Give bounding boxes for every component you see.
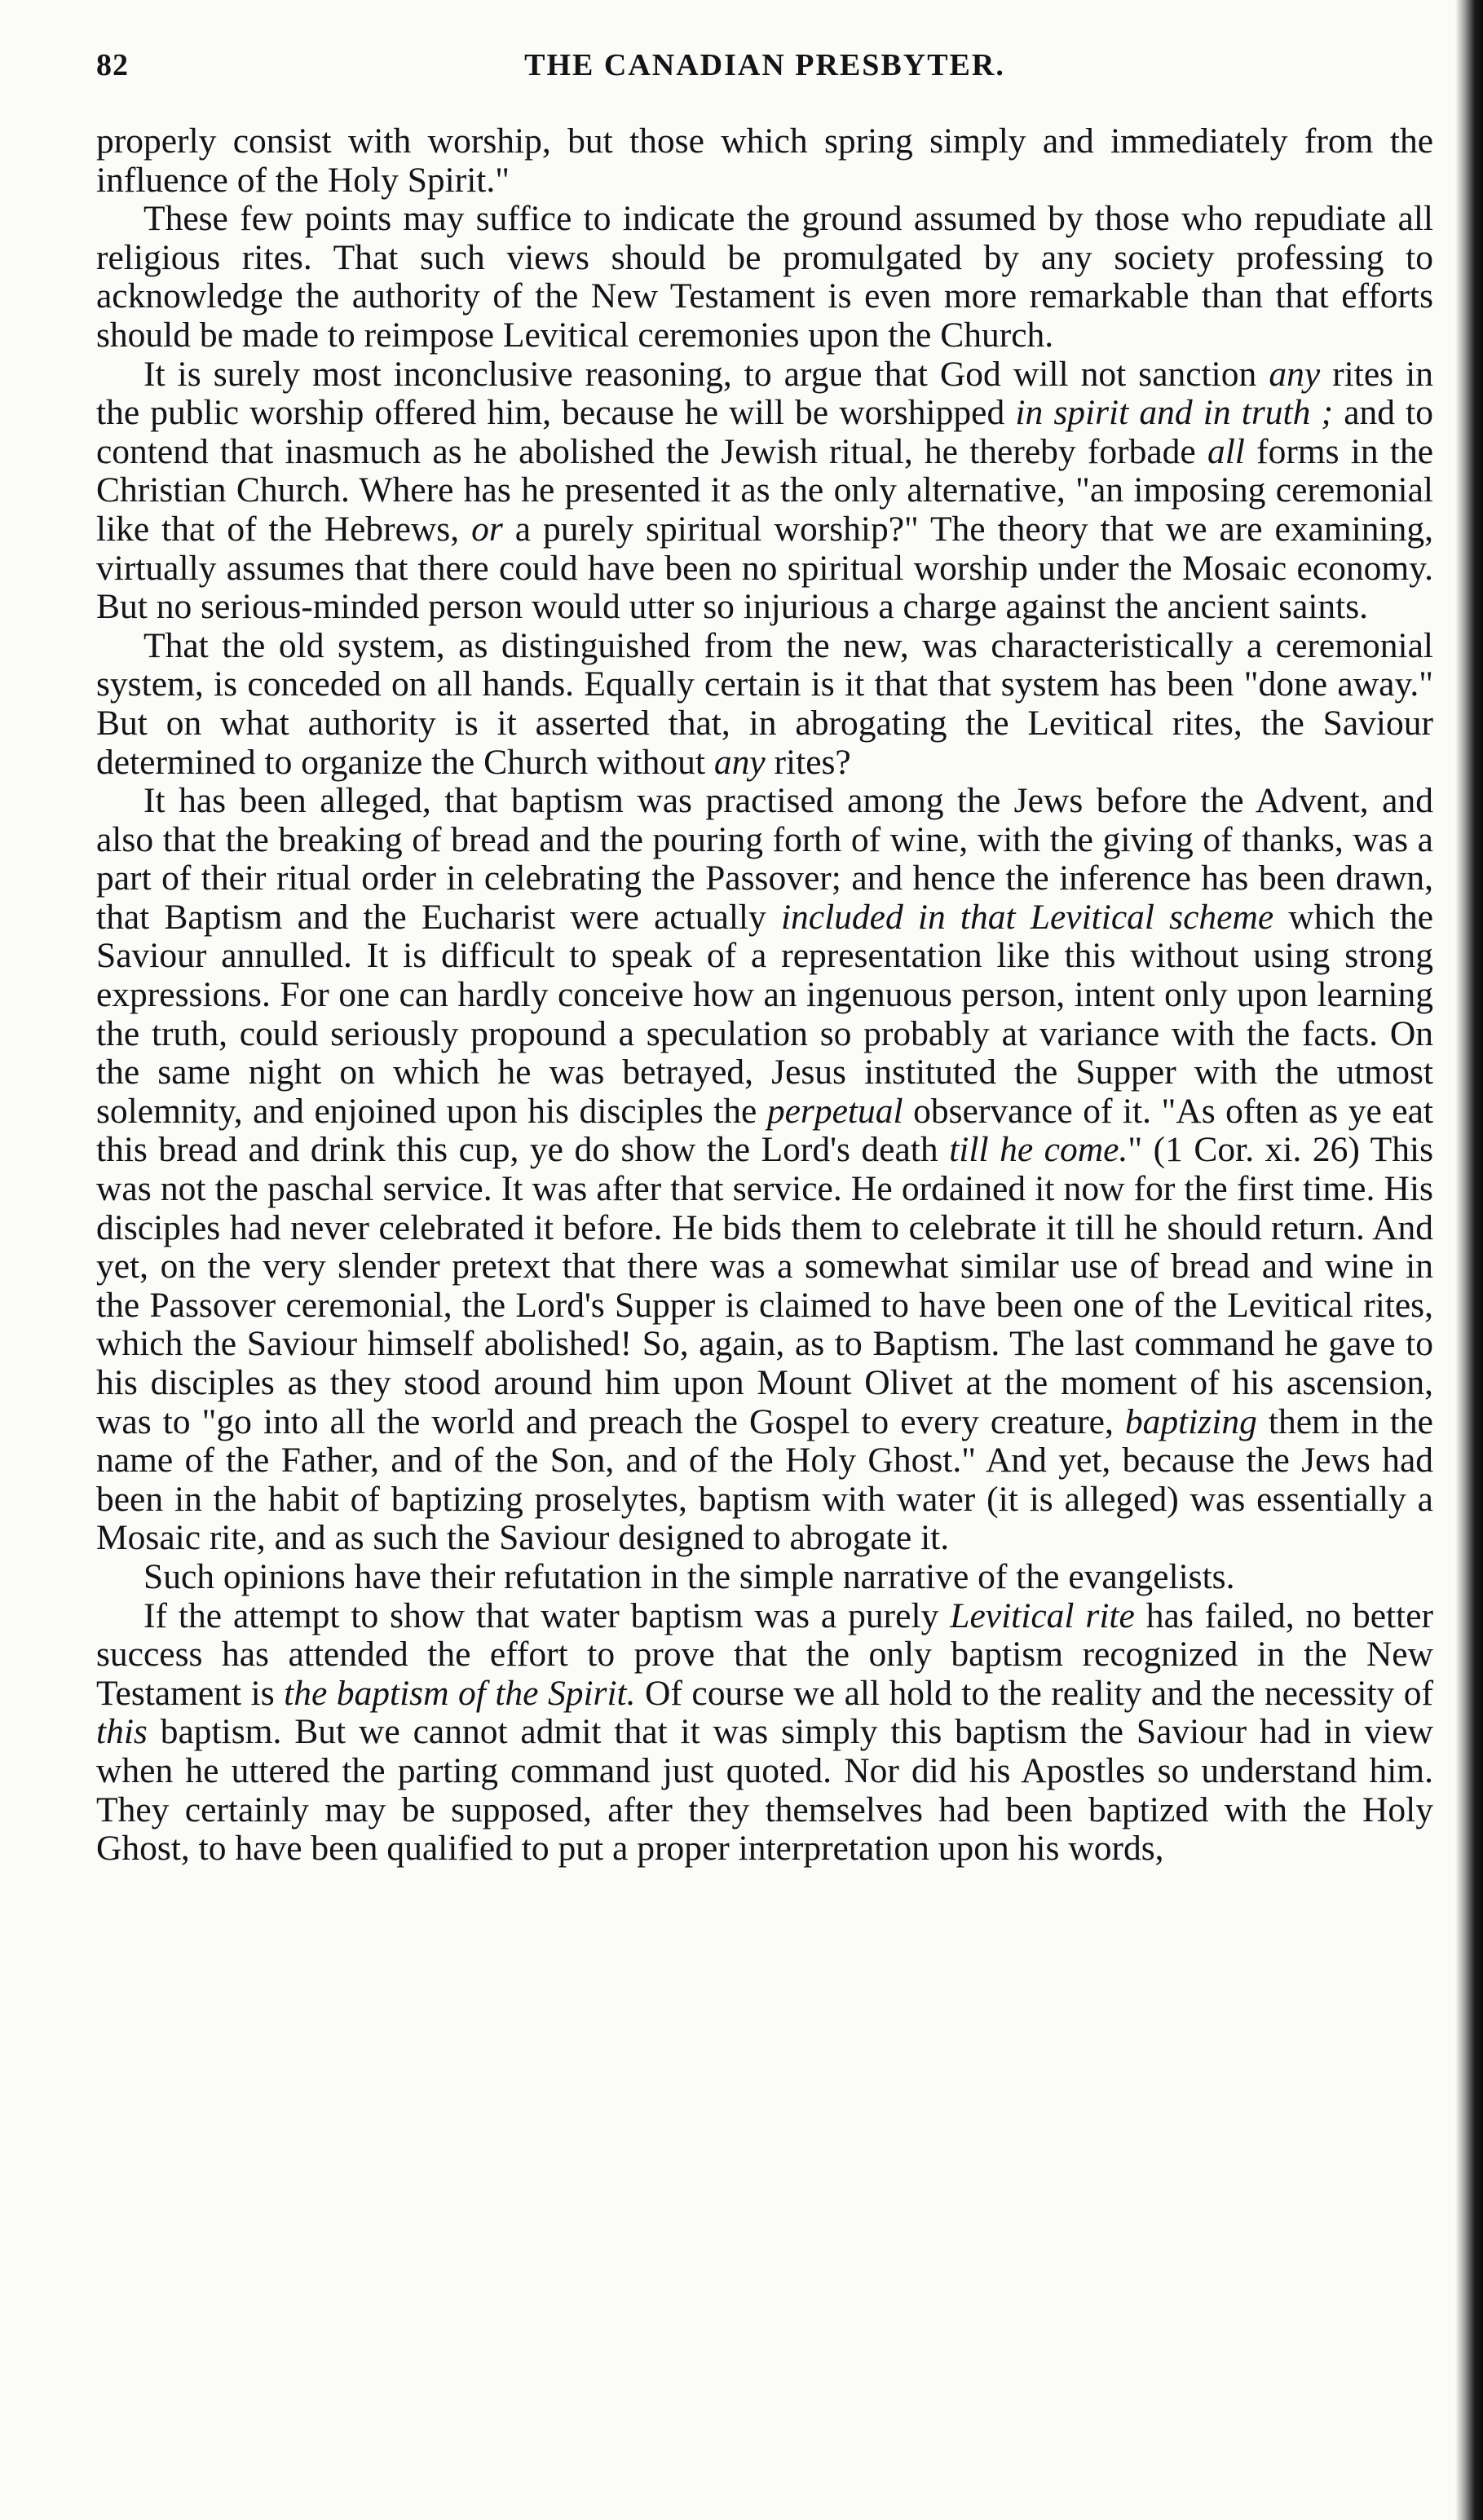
text-run: and to contend that inasmuch as he abolished the Jewish ritual, he thereby forbade: [96, 393, 1433, 471]
running-head: THE CANADIAN PRESBYTER.: [524, 48, 1005, 82]
text-run: Of course we all hold to the reality and the necessity of: [635, 1673, 1433, 1713]
text-run: It has been alleged, that baptism was practised among the Jews before the Advent, and also that the breaking of bread and the pouring forth of wine, with the giving of thanks, was a part of their ritual order in celebrating the Passover; and hence the inference has been drawn, that Baptism and the Eucharist were actually: [96, 781, 1433, 937]
paragraph: [96, 355, 1433, 627]
italic-run: or: [471, 509, 503, 549]
italic-run: any: [1269, 354, 1321, 394]
text-run: observance of it. "As often as ye eat this bread and drink this cup, ye do show the Lord's death: [96, 1091, 1434, 1170]
article-body: [96, 122, 1433, 1869]
text-run: If the attempt to show that water baptism was a purely: [143, 1595, 951, 1635]
paragraph: [96, 1558, 1433, 1597]
text-run: Such opinions have their refutation in the simple narrative of the evangelists.: [143, 1556, 1235, 1596]
italic-run: in spirit and in truth ;: [1015, 393, 1334, 433]
text-run: them in the name of the Father, and of the Son, and of the Holy Ghost." And yet, because the Jews had been in the habit of baptizing proselytes, baptism with water (it is alleged) was essentially a Mosaic rite, and as such the Saviour designed to abrogate it.: [96, 1401, 1433, 1558]
italic-run: the baptism of the Spirit.: [284, 1673, 636, 1713]
page-number: 82: [96, 48, 129, 82]
italic-run: all: [1207, 431, 1245, 471]
paragraph: [96, 782, 1433, 1558]
italic-run: any: [713, 742, 766, 782]
text-run: That the old system, as distinguished from the new, was characteristically a ceremonial system, is conceded on all hands. Equally certain is it that that system has been "done away." But on what authority is it asserted that, in abrogating the Levitical rites, the Saviour determined to organize the Church without: [96, 625, 1433, 782]
text-run: rites in the public worship offered him, because he will be worshipped: [96, 354, 1433, 433]
italic-run: this: [96, 1712, 148, 1752]
paragraph: [96, 122, 1433, 200]
italic-run: till he come.: [949, 1130, 1128, 1170]
text-run: which the Saviour annulled. It is difficult to speak of a representation like this without using strong expressions. For one can hardly conceive how an ingenuous person, intent only upon learning the truth, could seriously propound a speculation so probably at variance with the facts. On the same night on which he was betrayed, Jesus instituted the Supper with the utmost solemnity, and enjoined upon his disciples the: [96, 897, 1434, 1131]
text-run: forms in the Christian Church. Where has he presented it as the only alternative, "an imposing ceremonial like that of the Hebrews,: [96, 431, 1434, 549]
text-run: rites?: [765, 742, 851, 782]
italic-run: baptizing: [1124, 1401, 1257, 1441]
italic-run: Levitical rite: [950, 1595, 1135, 1635]
paragraph: [96, 200, 1433, 355]
text-run: " (1 Cor. xi. 26) This was not the paschal service. It was after that service. He ordained it now for the first time. His disciples had never celebrated it before. He bids them to celebrate it till he should return. And yet, on the very slender pretext that there was a somewhat similar use of bread and wine in the Passover ceremonial, the Lord's Supper is claimed to have been one of the Levitical rites, which the Saviour himself abolished! So, again, as to Baptism. The last command he gave to his disciples as they stood around him upon Mount Olivet at the moment of his ascension, was to "go into all the world and preach the Gospel to every creature,: [96, 1130, 1433, 1441]
text-run: baptism. But we cannot admit that it was simply this baptism the Saviour had in view when he uttered the parting command just quoted. Nor did his Apostles so understand him. They certainly may be supposed, after they themselves had been baptized with the Holy Ghost, to have been qualified to put a proper interpretation upon his words,: [96, 1712, 1433, 1869]
text-run: a purely spiritual worship?" The theory that we are examining, virtually assumes that there could have been no spiritual worship under the Mosaic economy. But no serious-minded person would utter so injurious a charge against the ancient saints.: [96, 509, 1434, 627]
paragraph: [96, 1597, 1433, 1869]
page-edge-shadow: [1455, 0, 1483, 2520]
italic-run: perpetual: [766, 1091, 903, 1131]
text-run: has failed, no better success has attended the effort to prove that the only baptism recognized in the New Testament is: [96, 1595, 1433, 1713]
italic-run: included in that Levitical scheme: [780, 897, 1274, 937]
text-run: properly consist with worship, but those which spring simply and immediately from the influence of the Holy Spirit.": [96, 121, 1433, 200]
page-header: [96, 47, 1433, 96]
text-run: These few points may suffice to indicate the ground assumed by those who repudiate all religious rites. That such views should be promulgated by any society professing to acknowledge the authority of the New Testament is even more remarkable than that efforts should be made to reimpose Levitical ceremonies upon the Church.: [96, 199, 1433, 355]
paragraph: [96, 627, 1433, 782]
text-run: It is surely most inconclusive reasoning, to argue that God will not sanction: [143, 354, 1269, 394]
